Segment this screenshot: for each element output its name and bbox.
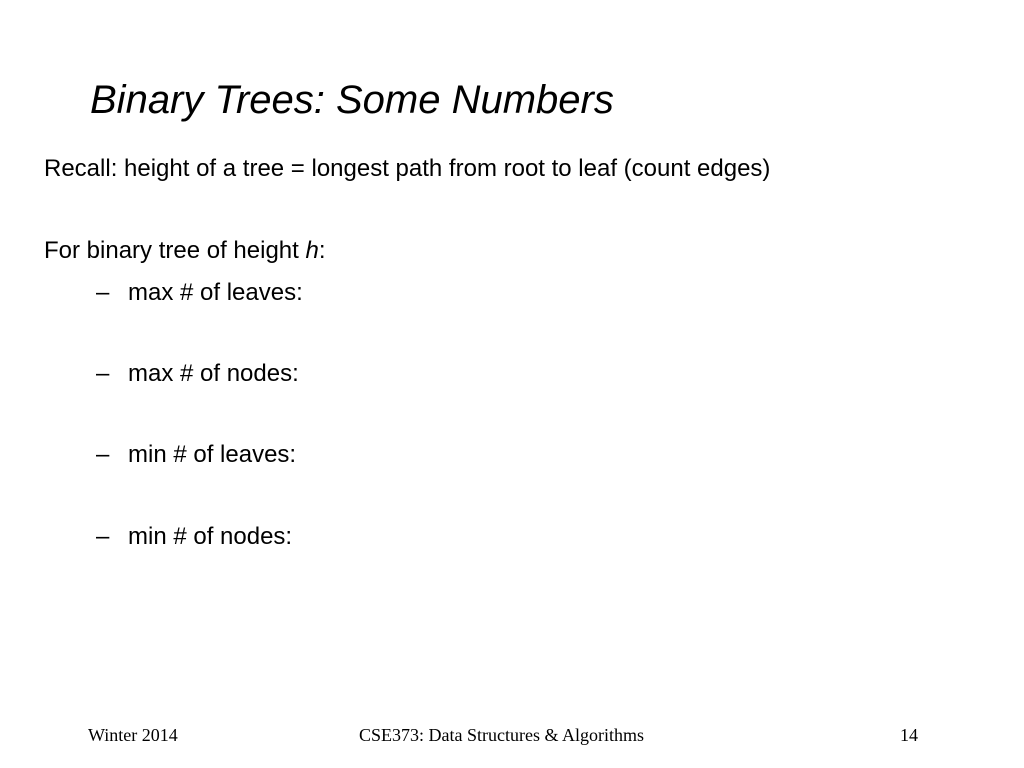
footer-term: Winter 2014 [88,725,178,745]
bullet-label: min # of nodes: [128,523,293,550]
bullet-label: max # of nodes: [128,360,299,387]
height-variable: h [305,237,319,264]
binary-tree-intro [44,236,326,266]
intro-prefix: For binary tree of height [44,237,306,264]
bullet-dash: – [96,441,110,468]
slide-title: Binary Trees: Some Numbers [90,78,614,122]
bullet-min-nodes [96,522,292,552]
bullet-dash: – [96,360,110,387]
bullet-label: min # of leaves: [128,441,297,468]
bullet-label: max # of leaves: [128,279,303,306]
bullet-dash: – [96,523,110,550]
footer-course: CSE373: Data Structures & Algorithms [359,725,644,745]
bullet-min-leaves [96,440,296,470]
bullet-max-leaves [96,278,303,308]
recall-definition: Recall: height of a tree = longest path from root to leaf (count edges) [44,155,771,182]
bullet-dash: – [96,279,110,306]
bullet-max-nodes [96,359,299,389]
intro-suffix: : [318,237,326,264]
footer-page-number: 14 [900,725,918,745]
